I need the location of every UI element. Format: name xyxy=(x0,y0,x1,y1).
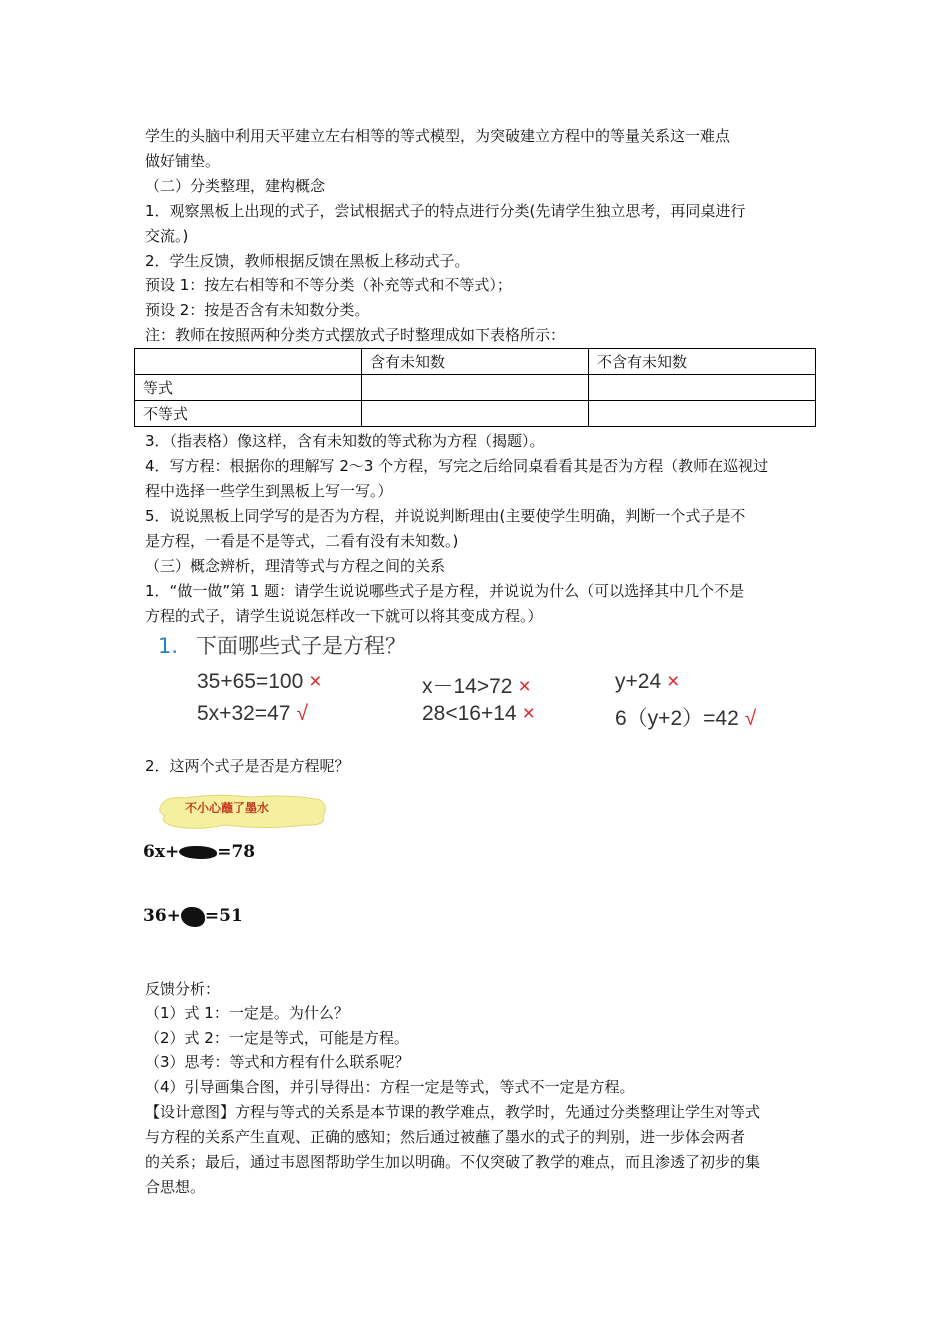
exercise-item xyxy=(197,702,308,726)
blotted-expression-1 xyxy=(143,842,255,862)
exercise-item xyxy=(615,670,679,694)
cross-mark-icon: × xyxy=(309,670,322,693)
blot-expr-left: 6x+ xyxy=(143,842,180,862)
table-row xyxy=(135,375,816,401)
s2-note: 注：教师在按照两种分类方式摆放式子时整理成如下表格所示： xyxy=(145,326,566,344)
table-cell xyxy=(362,401,589,427)
classification-table xyxy=(134,348,816,427)
section-3-title: （三）概念辨析，理清等式与方程之间的关系 xyxy=(145,557,446,575)
s2-item-1b: 交流。) xyxy=(145,227,189,245)
blotted-expression-2 xyxy=(143,906,243,927)
exercise-item xyxy=(197,670,322,694)
s2-preset-1: 预设 1：按左右相等和不等分类（补充等式和不等式）； xyxy=(145,276,512,294)
table-cell xyxy=(362,375,589,401)
feedback-4: （4）引导画集合图，并引导得出：方程一定是等式，等式不一定是方程。 xyxy=(145,1078,635,1096)
check-mark-icon: √ xyxy=(744,707,757,730)
table-header-cell: 含有未知数 xyxy=(362,349,589,375)
design-intent-b: 与方程的关系产生直观、正确的感知；然后通过被蘸了墨水的式子的判别，进一步体会两者 xyxy=(145,1128,746,1146)
exercise-expr: 5x+32=47 xyxy=(197,702,291,725)
s2b-item-4a: 4．写方程：根据你的理解写 2～3 个方程，写完之后给同桌看看其是否为方程（教师在巡视过 xyxy=(145,457,769,475)
s2b-item-5a: 5．说说黑板上同学写的是否为方程，并说说判断理由(主要使学生明确，判断一个式子是不 xyxy=(145,507,746,525)
s2-preset-2: 预设 2：按是否含有未知数分类。 xyxy=(145,301,370,319)
cross-mark-icon: × xyxy=(667,670,680,693)
exercise-expr: 6（y+2）=42 xyxy=(615,707,739,730)
table-cell xyxy=(589,401,816,427)
exercise-expr: x－14>72 xyxy=(422,675,513,698)
s2b-item-5b: 是方程，一看是不是等式，二看有没有未知数。) xyxy=(145,532,459,550)
s2b-item-3: 3．（指表格）像这样，含有未知数的等式称为方程（揭题）。 xyxy=(145,432,545,450)
exercise-item xyxy=(615,702,756,732)
feedback-1: （1）式 1：一定是。为什么？ xyxy=(145,1004,349,1022)
ink-blot-icon xyxy=(179,846,217,859)
design-intent-a: 【设计意图】方程与等式的关系是本节课的教学难点，教学时，先通过分类整理让学生对等式 xyxy=(145,1103,761,1121)
ink-label-banner xyxy=(155,792,330,832)
table-header-cell: 不含有未知数 xyxy=(589,349,816,375)
blot-expr-left: 36+ xyxy=(143,906,181,926)
cross-mark-icon: × xyxy=(518,675,531,698)
section-2-title: （二）分类整理，建构概念 xyxy=(145,177,326,195)
s2-item-2: 2．学生反馈，教师根据反馈在黑板上移动式子。 xyxy=(145,252,470,270)
s2b-item-4b: 程中选择一些学生到黑板上写一写。） xyxy=(145,482,393,500)
design-intent-c: 的关系；最后，通过韦恩图帮助学生加以明确。不仅突破了教学的难点，而且渗透了初步的集 xyxy=(145,1153,761,1171)
table-row xyxy=(135,401,816,427)
intro-line-1: 学生的头脑中利用天平建立左右相等的等式模型，为突破建立方程中的等量关系这一难点 xyxy=(145,127,731,145)
table-cell xyxy=(589,375,816,401)
exercise-figure xyxy=(150,630,810,735)
s3-item-2: 2．这两个式子是否是方程呢？ xyxy=(145,757,350,775)
exercise-expr: y+24 xyxy=(615,670,662,693)
exercise-number: 1. xyxy=(158,634,179,658)
intro-line-2: 做好铺垫。 xyxy=(145,152,221,170)
cross-mark-icon: × xyxy=(522,702,535,725)
ink-label-text: 不小心蘸了墨水 xyxy=(185,801,270,815)
feedback-3: （3）思考：等式和方程有什么联系呢？ xyxy=(145,1053,410,1071)
s3-item-1a: 1．“做一做”第 1 题：请学生说说哪些式子是方程，并说说为什么（可以选择其中几个不是 xyxy=(145,582,745,600)
blot-expr-right: =78 xyxy=(217,842,256,862)
exercise-heading xyxy=(158,630,406,660)
table-header-cell xyxy=(135,349,362,375)
table-header-row xyxy=(135,349,816,375)
s3-item-1b: 方程的式子，请学生说说怎样改一下就可以将其变成方程。） xyxy=(145,607,543,625)
s2-item-1a: 1．观察黑板上出现的式子，尝试根据式子的特点进行分类(先请学生独立思考，再同桌进行 xyxy=(145,202,746,220)
blot-expr-right: =51 xyxy=(204,906,243,926)
feedback-2: （2）式 2：一定是等式，可能是方程。 xyxy=(145,1029,409,1047)
design-intent-d: 合思想。 xyxy=(145,1178,206,1196)
exercise-expr: 35+65=100 xyxy=(197,670,304,693)
exercise-item xyxy=(422,702,535,726)
check-mark-icon: √ xyxy=(296,702,308,725)
ink-blot-icon xyxy=(181,907,205,927)
table-cell: 等式 xyxy=(135,375,362,401)
exercise-item xyxy=(422,670,531,700)
feedback-title: 反馈分析： xyxy=(145,980,221,998)
exercise-expr: 28<16+14 xyxy=(422,702,517,725)
table-cell: 不等式 xyxy=(135,401,362,427)
exercise-question: 下面哪些式子是方程？ xyxy=(196,634,407,658)
